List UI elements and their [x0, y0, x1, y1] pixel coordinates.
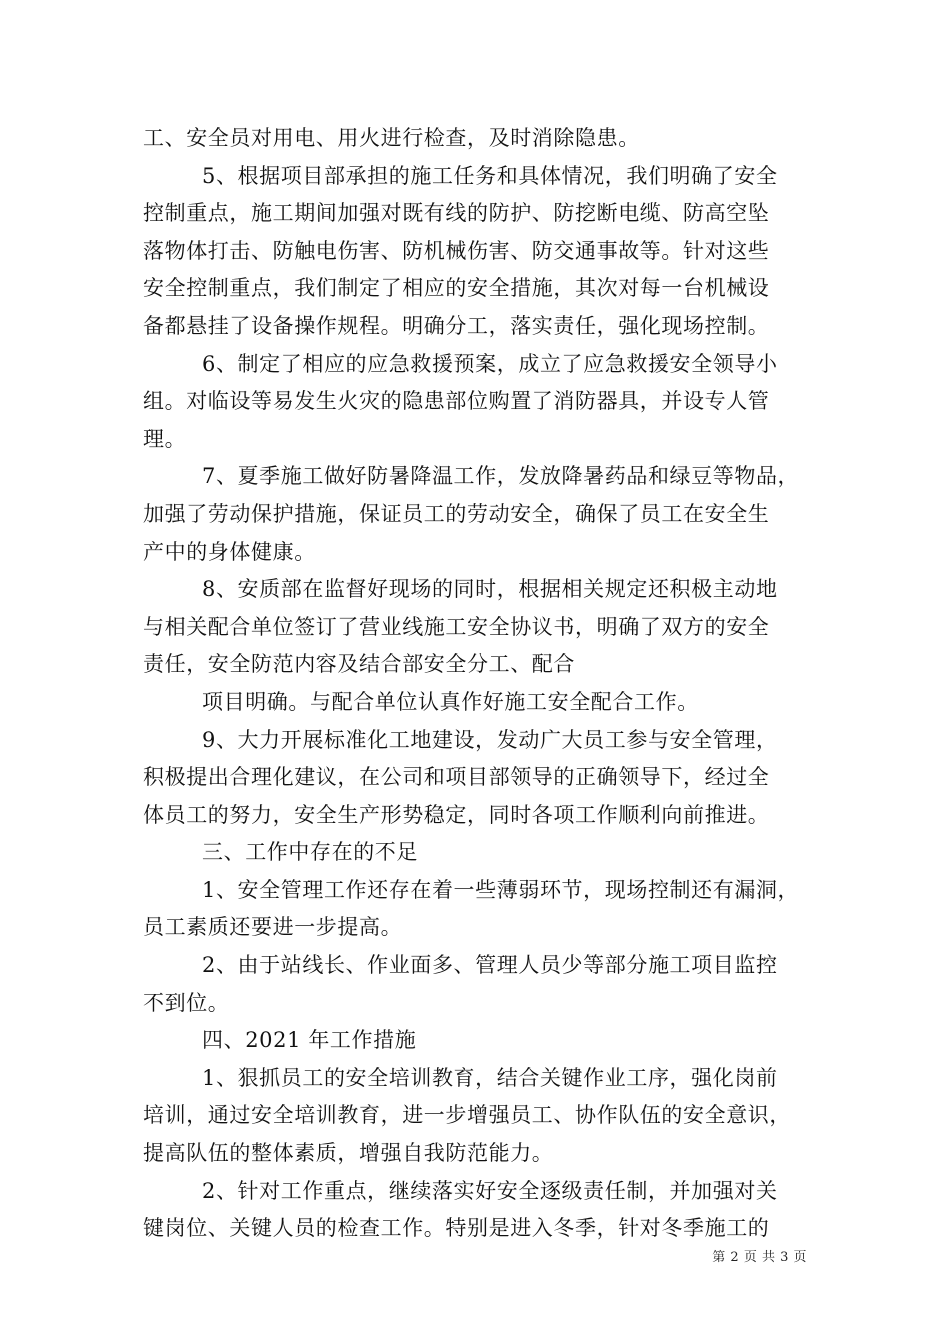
- text-line: 不到位。: [143, 990, 230, 1015]
- text-line: 1、狠抓员工的安全培训教育，结合关键作业工序，强化岗前: [202, 1065, 778, 1090]
- text-line: 落物体打击、防触电伤害、防机械伤害、防交通事故等。针对这些: [143, 238, 770, 263]
- text-line: 2、针对工作重点，继续落实好安全逐级责任制，并加强对关: [202, 1178, 778, 1203]
- text-line: 理。: [143, 426, 187, 451]
- text-line: 产中的身体健康。: [143, 539, 316, 564]
- text-line: 四、2021 年工作措施: [202, 1028, 417, 1053]
- text-line: 与相关配合单位签订了营业线施工安全协议书，明确了双方的安全: [143, 614, 770, 639]
- text-line: 控制重点，施工期间加强对既有线的防护、防挖断电缆、防高空坠: [143, 201, 770, 226]
- document-body: [143, 120, 813, 1248]
- text-line: 培训，通过安全培训教育，进一步增强员工、协作队伍的安全意识，: [143, 1103, 791, 1128]
- text-line: 8、安质部在监督好现场的同时，根据相关规定还积极主动地: [202, 577, 778, 602]
- text-line: 员工素质还要进一步提高。: [143, 915, 403, 940]
- text-line: 备都悬挂了设备操作规程。明确分工，落实责任，强化现场控制。: [143, 313, 770, 338]
- text-line: 9、大力开展标准化工地建设，发动广大员工参与安全管理，: [202, 727, 778, 752]
- text-line: 加强了劳动保护措施，保证员工的劳动安全，确保了员工在安全生: [143, 501, 770, 526]
- text-line: 责任，安全防范内容及结合部安全分工、配合: [143, 652, 575, 677]
- text-line: 键岗位、关键人员的检查工作。特别是进入冬季，针对冬季施工的: [143, 1216, 770, 1241]
- text-line: 6、制定了相应的应急救援预案，成立了应急救援安全领导小: [202, 351, 778, 376]
- page-number-footer: 第 2 页 共 3 页: [712, 1250, 807, 1265]
- text-line: 组。对临设等易发生火灾的隐患部位购置了消防器具，并设专人管: [143, 389, 770, 414]
- text-line: 5、根据项目部承担的施工任务和具体情况，我们明确了安全: [202, 163, 778, 188]
- text-line: 积极提出合理化建议，在公司和项目部领导的正确领导下，经过全: [143, 765, 770, 790]
- text-line: 项目明确。与配合单位认真作好施工安全配合工作。: [202, 689, 699, 714]
- text-line: 2、由于站线长、作业面多、管理人员少等部分施工项目监控: [202, 953, 778, 978]
- text-line: 体员工的努力，安全生产形势稳定，同时各项工作顺利向前推进。: [143, 802, 770, 827]
- text-line: 7、夏季施工做好防暑降温工作，发放降暑药品和绿豆等物品，: [202, 464, 800, 489]
- text-line: 提高队伍的整体素质，增强自我防范能力。: [143, 1141, 554, 1166]
- text-line: 工、安全员对用电、用火进行检查，及时消除隐患。: [143, 126, 640, 150]
- text-line: 1、安全管理工作还存在着一些薄弱环节，现场控制还有漏洞，: [202, 877, 800, 902]
- text-line: 安全控制重点，我们制定了相应的安全措施，其次对每一台机械设: [143, 276, 770, 301]
- text-line: 三、工作中存在的不足: [202, 840, 418, 865]
